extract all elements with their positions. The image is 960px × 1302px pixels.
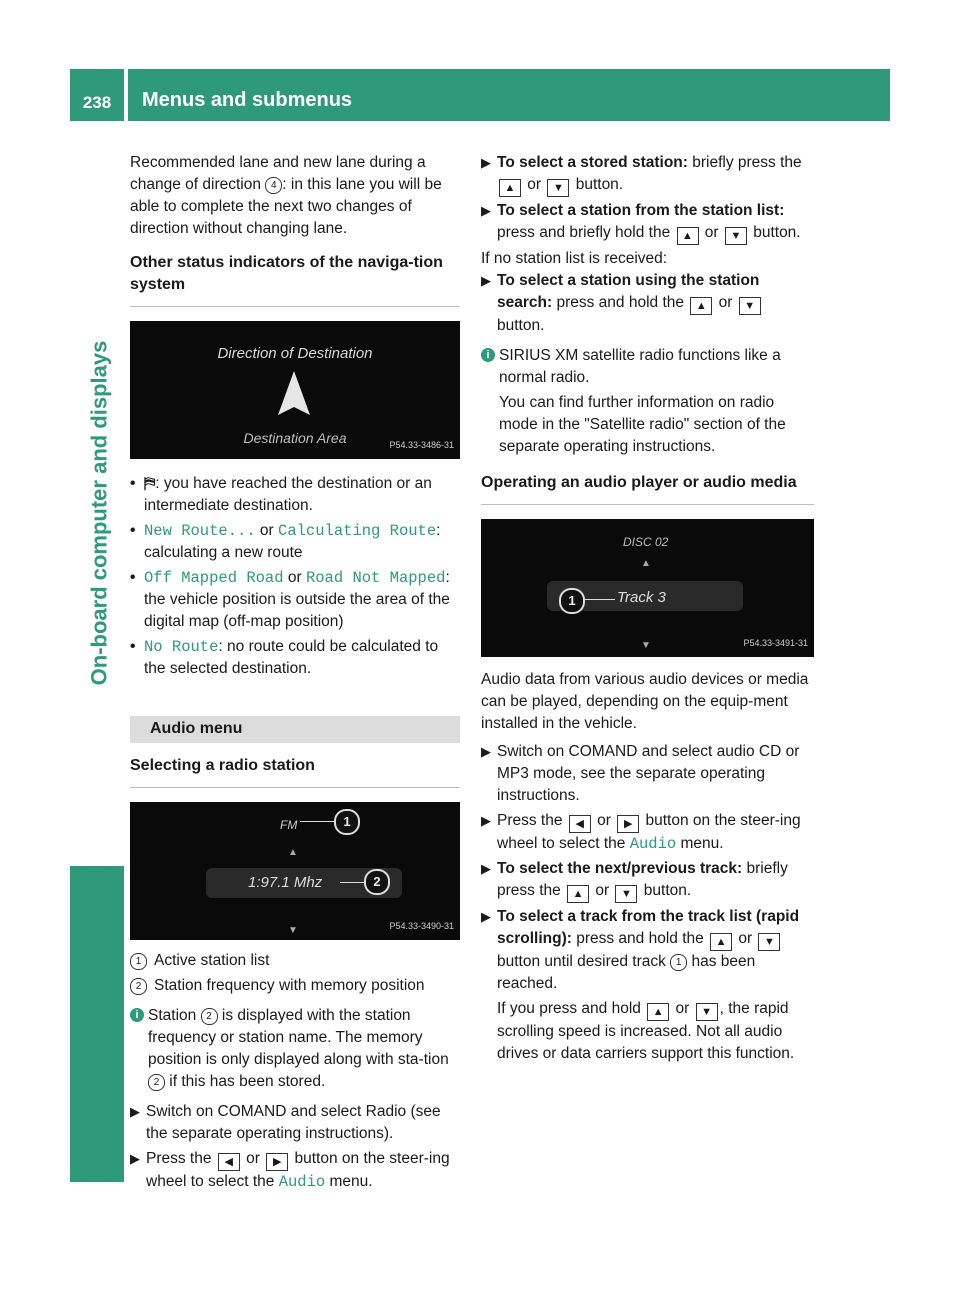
step-item: ▶ Switch on COMAND and select Radio (see the separate operating instructions). <box>130 1103 441 1142</box>
arrow-icon: ▶ <box>481 155 491 170</box>
page-number: 238 <box>70 69 124 121</box>
left-column <box>130 152 460 1196</box>
rapid-scroll-note: If you press and hold ▲ or ▼ , the rapid scrolling speed is increased. Not all audio drives or data carriers support this function. <box>497 1000 795 1062</box>
audio-screen-image: DISC 02 ▲ 1 Track 3 ▼ P54.33-3491-31 <box>481 519 814 657</box>
side-tab-block <box>70 866 124 1182</box>
list-item: • New Route... or Calculating Route: calculating a new route <box>130 522 441 561</box>
list-item: • ⛿: you have reached the destination or an intermediate destination. <box>130 475 432 514</box>
side-tab: On-board computer and displays <box>86 340 111 686</box>
step-item: ▶ Press the ◀ or ▶ button on the steer-ing wheel to select the Audio menu. <box>481 812 801 853</box>
step-item: ▶ To select a stored station: briefly press the ▲ or ▼ button. <box>481 152 814 197</box>
info-icon: i <box>481 348 495 362</box>
callout-2: 2 <box>364 869 390 895</box>
step-item: ▶ To select a station from the station list: press and briefly hold the ▲ or ▼ button. <box>481 200 814 245</box>
arrow-icon: ▶ <box>481 813 491 828</box>
audio-menu-banner: Audio menu <box>130 716 460 743</box>
callout-1: 1 <box>559 588 585 614</box>
step-item: ▶ To select a station using the station search: press and hold the ▲ or ▼ button. <box>481 272 760 334</box>
info-note: i SIRIUS XM satellite radio functions like a normal radio. You can find further information on radio mode in the "Satellite radio" section of the separate operating instructions. <box>481 345 814 458</box>
navigation-arrow-icon <box>276 369 312 417</box>
down-arrow-icon: ▼ <box>288 925 298 936</box>
arrow-icon: ▶ <box>481 203 491 218</box>
radio-screen-image: FM 1 ▲ 1:97.1 Mhz 2 ▼ P54.33-3490-31 <box>130 802 460 940</box>
radio-heading: Selecting a radio station <box>130 757 315 774</box>
callout-1: 1 <box>334 809 360 835</box>
step-item: ▶ Switch on COMAND and select audio CD or MP3 mode, see the separate operating instructions. <box>481 743 800 804</box>
legend-item: 2 Station frequency with memory position <box>130 975 460 997</box>
arrow-icon: ▶ <box>130 1104 140 1119</box>
destination-screen-image: Direction of Destination Destination Area P54.33-3486-31 <box>130 321 460 459</box>
step-item: ▶ Press the ◀ or ▶ button on the steer-ing wheel to select the Audio menu. <box>130 1150 450 1191</box>
list-item: • No Route: no route could be calculated to the selected destination. <box>130 638 439 677</box>
page-title: Menus and submenus <box>128 69 890 121</box>
legend-item: 1 Active station list <box>130 950 460 972</box>
destination-flag-icon: ⛿ <box>144 475 156 492</box>
right-column <box>481 152 814 1065</box>
list-item: • Off Mapped Road or Road Not Mapped: the vehicle position is outside the area of the digital map (off-map position) <box>130 569 450 630</box>
no-list-text: If no station list is received: <box>481 250 668 267</box>
up-arrow-icon: ▲ <box>288 847 298 858</box>
step-item: ▶ To select a track from the track list (rapid scrolling): press and hold the ▲ or ▼ button until desired track 1 has been reached. <box>481 908 800 992</box>
down-arrow-icon: ▼ <box>641 640 651 651</box>
up-arrow-icon: ▲ <box>641 558 651 569</box>
nav-status-heading: Other status indicators of the naviga-tion system <box>130 254 443 293</box>
intro-paragraph: Recommended lane and new lane during a change of direction 4 : in this lane you will be able to complete the next two changes of direction without changing lane. <box>130 154 442 237</box>
audio-paragraph: Audio data from various audio devices or media can be played, depending on the equip-ment installed in the vehicle. <box>481 671 809 732</box>
arrow-icon: ▶ <box>130 1151 140 1166</box>
arrow-icon: ▶ <box>481 909 491 924</box>
arrow-icon: ▶ <box>481 744 491 759</box>
arrow-icon: ▶ <box>481 273 491 288</box>
step-item: ▶ To select the next/previous track: briefly press the ▲ or ▼ button. <box>481 858 814 903</box>
audio-player-heading: Operating an audio player or audio media <box>481 474 797 491</box>
info-icon: i <box>130 1008 144 1022</box>
info-note: i Station 2 is displayed with the station frequency or station name. The memory position is only displayed along with sta-tion 2 if this has been stored. <box>130 1005 460 1093</box>
arrow-icon: ▶ <box>481 861 491 876</box>
